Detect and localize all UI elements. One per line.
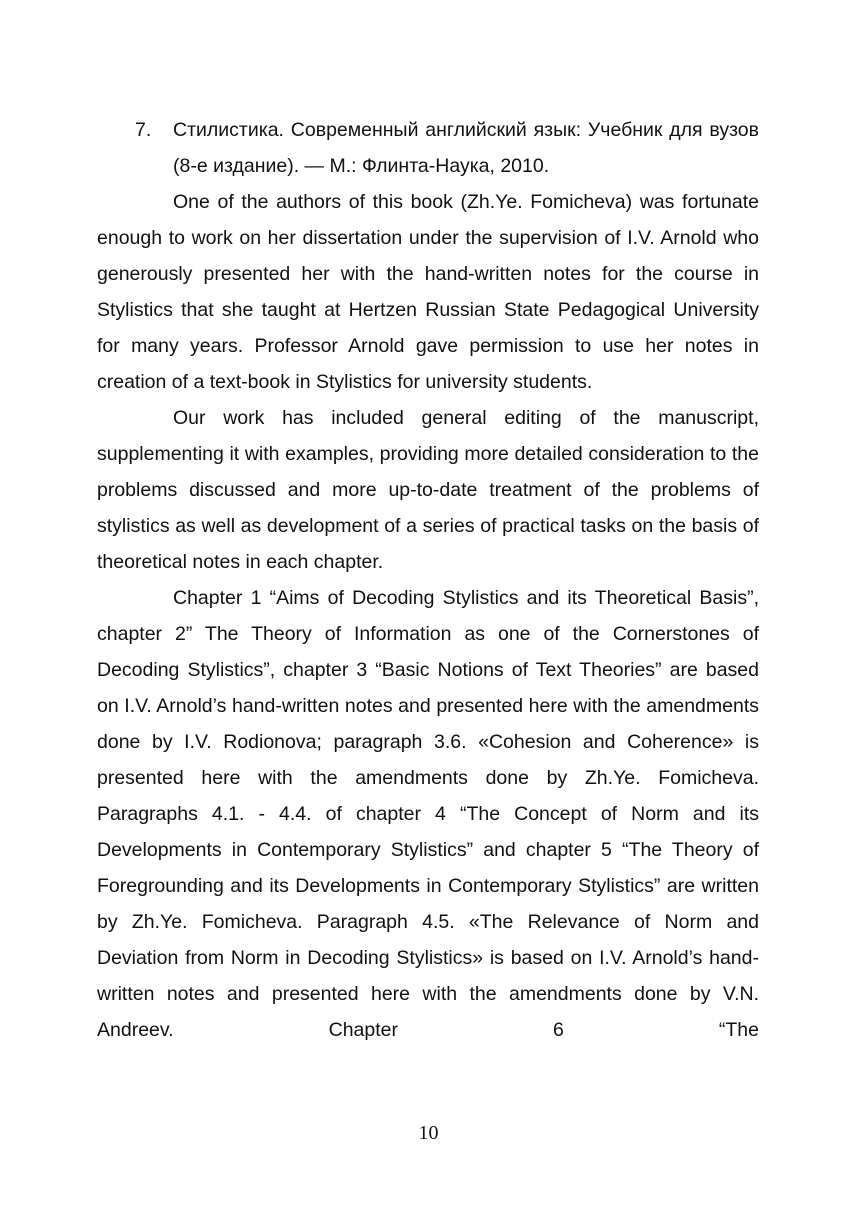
- paragraph-chapters: Chapter 1 “Aims of Decoding Stylistics and its Theoretical Basis”, chapter 2” The Theory of Information as one of the Cornerstones of Decoding Stylistics”, chapter 3 “Basic Notions of Text Theories” are based on I.V. Arnold’s hand-written notes and presented here with the amendments done by I.V. Rodionova; paragraph 3.6. «Cohesion and Coherence» is presented here with the amendments done by Zh.Ye. Fomicheva. Paragraphs 4.1. - 4.4. of chapter 4 “The Concept of Norm and its Developments in Contemporary Stylistics” and chapter 5 “The Theory of Foregrounding and its Developments in Contemporary Stylistics” are written by Zh.Ye. Fomicheva. Paragraph 4.5. «The Relevance of Norm and Deviation from Norm in Decoding Stylistics» is based on I.V. Arnold’s hand-written notes and presented here with the amendments done by V.N. Andreev. Chapter 6 “The: [97, 587, 759, 1041]
- paragraph-authors: One of the authors of this book (Zh.Ye. Fomicheva) was fortunate enough to work on her dissertation under the supervision of I.V. Arnold who generously presented her with the hand-written notes for the course in Stylistics that she taught at Hertzen Russian State Pedagogical University for many years. Professor Arnold gave permission to use her notes in creation of a text-book in Stylistics for university students.: [97, 191, 759, 393]
- paragraph-our-work: Our work has included general editing of the manuscript, supplementing it with examples, providing more detailed consideration to the problems discussed and more up-to-date treatment of the problems of stylistics as well as development of a series of practical tasks on the basis of theoretical notes in each chapter.: [97, 407, 759, 573]
- page-body: [97, 112, 759, 1048]
- reference-item: [97, 112, 759, 184]
- reference-number: 7.: [135, 119, 152, 141]
- reference-text: Стилистика. Современный английский язык: Учебник для вузов (8-е издание). — М.: Флинта-Наука, 2010.: [173, 119, 759, 177]
- page-number: 10: [418, 1122, 439, 1144]
